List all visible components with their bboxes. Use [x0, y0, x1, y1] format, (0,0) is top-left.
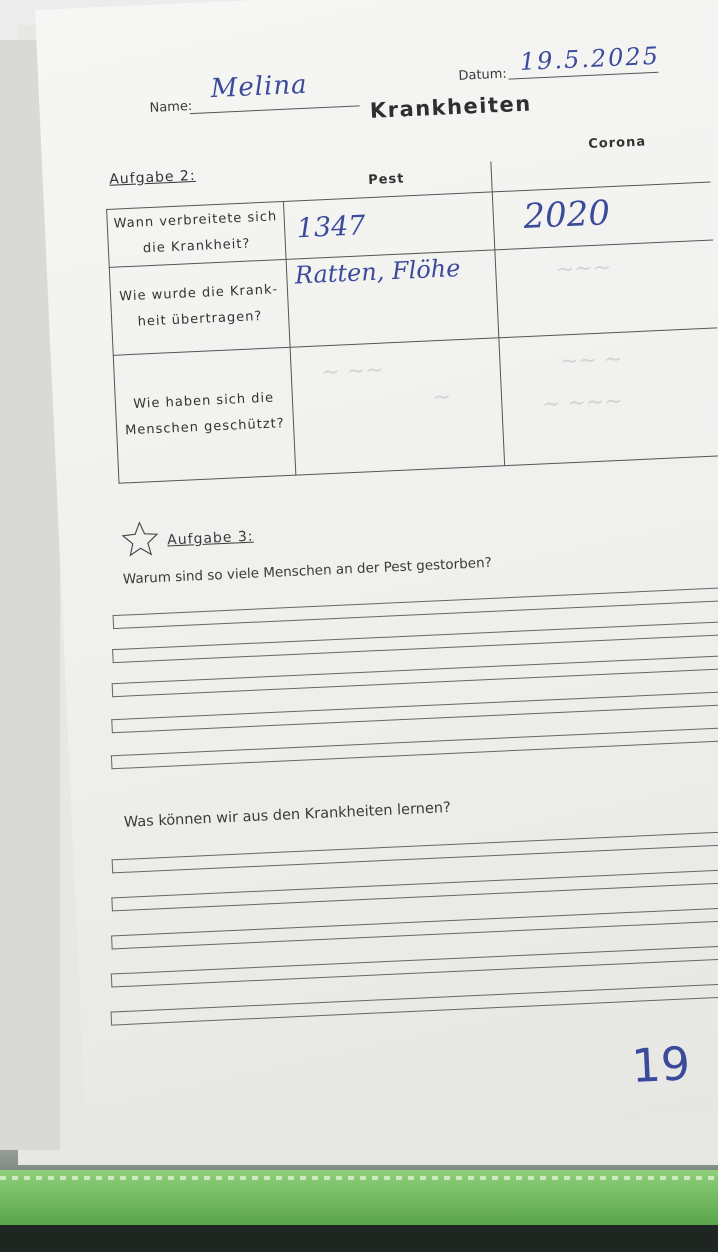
- question-line: Wann verbreitete sich: [113, 209, 278, 232]
- show-through-scribble: ~~~: [555, 254, 612, 283]
- comparison-table: [105, 134, 718, 484]
- question-line: die Krankheit?: [142, 236, 251, 257]
- corona-answer-cell: [494, 239, 717, 337]
- header-pest-label: Pest: [367, 171, 405, 189]
- green-folder: [0, 1170, 718, 1225]
- pest-answer-cell: [290, 337, 505, 474]
- task2-label: Aufgabe 2:: [108, 167, 196, 188]
- header-corona-label: Corona: [587, 134, 647, 153]
- show-through-scribble: ~ ~~~: [541, 388, 624, 417]
- question-cell: [109, 259, 289, 355]
- answer-line: [111, 982, 718, 1025]
- answer-line: [111, 726, 718, 769]
- question-cell: [113, 347, 295, 483]
- answer-line: [111, 690, 718, 733]
- table-surface: [0, 1225, 718, 1252]
- corona-answer-cell: [498, 327, 718, 465]
- worksheet-title: Krankheiten: [369, 91, 533, 123]
- pest-answer: Ratten, Flöhe: [294, 253, 461, 289]
- question-line: Wie wurde die Krank-: [119, 282, 279, 305]
- question-cell: [107, 201, 286, 267]
- show-through-scribble: ~ ~~: [320, 357, 385, 385]
- pest-answer-cell: [283, 191, 494, 258]
- answer-line: [111, 868, 718, 911]
- question-line: Wie haben sich die: [132, 390, 275, 412]
- name-label: Name:: [149, 98, 193, 116]
- date-label: Datum:: [458, 66, 508, 84]
- grade-mark: 19: [630, 1036, 692, 1093]
- pest-answer: 1347: [296, 209, 367, 244]
- task3-question1: Warum sind so viele Menschen an der Pest gestorben?: [122, 554, 493, 588]
- answer-line: [112, 620, 718, 663]
- worksheet: [35, 0, 718, 1144]
- task3-question2: Was können wir aus den Krankheiten lernen?: [123, 799, 452, 831]
- name-value: Melina: [210, 69, 309, 105]
- show-through-scribble: ~: [432, 384, 452, 410]
- answer-line: [111, 906, 718, 949]
- question-line: heit übertragen?: [137, 309, 263, 330]
- answer-line: [112, 830, 718, 873]
- answer-line: [113, 586, 718, 629]
- pest-answer-cell: [286, 249, 499, 346]
- corona-answer: 2020: [522, 192, 611, 237]
- question-line: Menschen geschützt?: [124, 416, 285, 439]
- answer-line: [111, 944, 718, 987]
- table-row: [113, 327, 718, 482]
- corona-answer-cell: [492, 182, 713, 250]
- task3-label: Aufgabe 3:: [166, 528, 254, 549]
- show-through-scribble: ~~ ~: [559, 346, 623, 375]
- star-outline-icon: [120, 520, 160, 558]
- name-line: [190, 105, 360, 114]
- date-value: 19.5.2025: [519, 41, 661, 77]
- answer-line: [112, 654, 718, 697]
